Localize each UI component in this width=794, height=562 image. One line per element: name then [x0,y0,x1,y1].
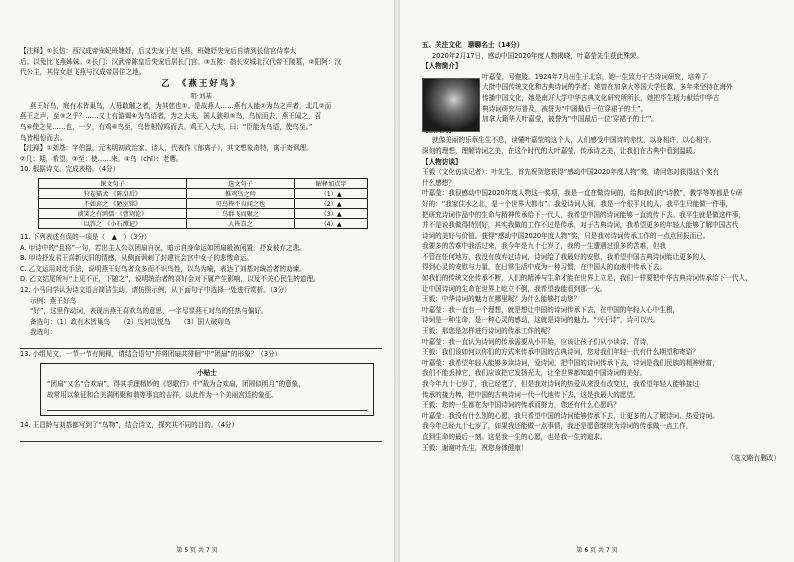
interview-line: 什么感想？ [422,178,455,187]
annotation-line: 后。以兔比飞燕姊妹。②长门：汉武帝陈皇后失宠后居长门宫。③五陵：指长安城北汉代帝王陵墓，②阳阿：汉 [20,57,342,66]
passage-line: 燕王好鸟，庭有木皆巢鸟，人毋敢触之者，为其慈也①。是故燕人……燕有人能②为鸟之声者，北几②而 [30,101,332,110]
passage-line: 鸟皆相惊而去。 [20,133,67,142]
tips-box [40,363,374,416]
option-c: C. 乙文运用对比手法，说明燕王好鸟者众多而不识鸟性，以鸟为喻，表达了刘基对统治者的劝谏。 [20,264,306,273]
q10-table [38,178,368,229]
interview-line: 王毅：那您是怎样进行诗词的传承工作的呢？ [422,327,554,336]
interview-line: 让中国诗词的生命在世界上屹立不倒，我希望我能看到那一天。 [422,284,607,293]
award-line: 深刻的理想，理解诗词之美，在这个时代的大叶嘉莹，传承诗之美，让我们在古典中看到温暖。 [422,146,699,155]
answer-line[interactable] [47,400,367,411]
answer-line[interactable] [20,338,382,349]
table-cell: 鸟群飞而聚之 [186,208,294,218]
answer-blank[interactable]: （4）▲ [295,218,368,228]
portrait-photo [422,78,480,132]
table-row [39,208,368,218]
interview-line: 我们不能丢掉它，我们应该把它发扬光大，让全世界都知道中国诗词的美好。 [422,369,647,378]
question-14: 14. 王昌龄与刘基都写到了“鸟物”，结合诗文，探究其不同的目的。（4分） [20,421,239,430]
tips-line: “团扇”又名“合欢扇”，得其手理精妙的《怨歌行》中“裁为合欢扇，团圆似明月”的意象， [47,380,305,389]
interview-line: 王毅（文化访谈记者）：叶先生，首先祝贺您获得“感动中国2020年度人物”奖，请问您对获得这个奖有 [422,168,720,177]
table-cell: 可鸟皆不良闻之也 [186,198,294,208]
table-header: 选文句子 [186,178,294,188]
question-12: 12. 小马同学认为诗文语言简洁生动，请仿照示例，从下面句子中选择一处进行赏析。（3分） [20,285,291,294]
passage-line: 鸟⑥使之见……也，一夕，有鸡⑥鸟至，鸟皆相惊鸣而去。鸡王入大夫，曰：“臣能为鸟语，使鸟至。” [20,122,313,131]
answer-blank[interactable]: （3）▲ [295,208,368,218]
bio-line: 加拿大籍华人叶嘉莹，被誉为“中国最后一位‘穿裙子的士’”。 [482,115,658,124]
section-heading: 五、关注文化 聊聊名士（14分） [422,41,524,49]
table-row [39,188,368,198]
interview-line: 得到心灵的安慰与力量，在日常生活中成为一种习惯，在中国人的血液中传承下去。 [422,263,666,272]
interview-line: 我要多的苦难中我活过来，我今年是九十七岁了，我的一生遭遇过很多的苦难，但我 [422,242,666,251]
interview-line: 如我们的传统文化传承不断，人们的精神与生命才能在世界上立足，我们一样要把中华古典诗词传承给下一代人， [422,274,752,283]
interview-body [422,167,780,453]
left-page [0,0,394,562]
interview-line: 叶嘉莹：我一直认为诗词的传承需要从小开始，应该让孩子们从小读诗、背诗， [422,337,653,346]
option-b: B. 甲诗抒发君王喜新厌旧的情感，从侧面讽刺了封建社会宫中女子的悲惨命运。 [20,254,253,263]
table-header: 解释加点字 [295,178,368,188]
interview-line: 王毅：我们该如何以你们的方式来传承中国的古典诗词，您对我们年轻一代有什么期望和寄语？ [422,348,699,357]
bio-line: 传播中国文化，她是南开大学中华古典文化研究所所长，她把毕生精力献给中华古 [482,93,720,102]
interview-line: 我今年九十七岁了，我已经老了，但是我对诗词的热爱从来没有改变过，我希望年轻人能够接过 [422,380,699,388]
interview-line: 传承的接力棒，把中国的古典诗词一代一代地传下去，这是我最大的愿望。 [422,390,640,399]
option-a: A. 甲诗中的“且将”一句，若出主人公以团扇自况，暗示自身命运如团扇般被闲置，抒发被弃之悲。 [20,243,306,252]
bio-line: 叶嘉莹，号迦陵。1924年7月出生于北京，她一生致力于古诗词研究，培养了 [482,72,708,81]
interview-line: 叶嘉莹：我没有什么别的心愿，我只希望中国的诗词能够传承下去，让更多的人了解诗词、热爱诗词。 [422,411,719,420]
bio-label: 【人物简介】 [422,62,462,71]
table-header: 课文句子 [39,178,187,188]
table-cell: 不如弃之 《陋室铭》 [39,198,187,208]
q12-example-label: 示例：燕王好鸟 [30,296,77,305]
question-10: 10. 根据诗文，完成表格。（4分） [20,165,120,174]
q12-answer-label: 我选句： [30,328,57,337]
interview-line: 王毅：您的一生都在为中国诗词的传承而努力，您还有什么心愿吗？ [422,401,620,410]
annotation-line: 代公主，其侍女赵飞燕与汉成帝居住之地。 [20,68,146,77]
interview-line: 不管在任何地方，我没有放弃过诗词，诗词给了我最好的安慰，我希望中国古典诗词能让更多的人 [422,252,706,261]
award-line: 就像美丽的乐章生生不息，读懂叶嘉莹的这个人，人们感受中国诗的赤忱，以身相许，以心相守。 [432,136,716,145]
option-d: D. 乙文结尾所写“上见不正，下随之”，说明统治者的喜好会对下属产生影响，以及不关心民生的道理。 [20,275,320,284]
source-note: （选文略有删改） [727,454,780,463]
bio-line: 典诗词研究与普及，被誉为“中国最后一位穿裙子的士”。 [482,104,648,113]
tips-title: 小贴士 [197,369,217,378]
table-cell: 推鸡鸟之吟 [186,188,294,198]
table-cell: 狩卷猫犬 《陈皇后》 [39,188,187,198]
interview-line: 叶嘉莹：我希望年轻人能够多读诗词，爱诗词，把中国的诗词传承下去，诗词是我们民族的精神财富， [422,358,719,367]
table-cell: 谈笑之有鸿儒 《曹刿论》 [39,208,187,218]
question-13: 13. 小组见文，一节一节有阐释，请结合语句“并将团扇共徘徊”中“团扇”的形象？（3分） [20,349,282,358]
interview-line: 王毅：谢谢叶先生，祝您身体健康！ [422,443,528,452]
note-line: 【注释】①刘基：字伯温，元末明初政治家、诗人，代表作《郁离子》，其文想象奇特，寓于寄讽理。 [20,144,313,153]
table-row [39,218,368,228]
interview-label: 【人物访谈】 [422,157,462,166]
page-footer: 第 5 页 共 7 页 [176,547,218,554]
interview-line: 直到生命的最后一刻。这是我一生的心愿，也是我一生的追求。 [422,432,607,441]
table-row [39,198,368,208]
page-footer: 第 6 页 共 7 页 [576,547,618,554]
tips-line: 故常用以象征和合美满团聚和谐等事宜的吉祥，以此作为一个美丽宫廷的象征。 [47,390,278,399]
q12-example: “好”，这里作动词，表现出燕王喜欢鸟的意思，一字尽显燕王对鸟的狂热与偏好。 [30,307,268,316]
interview-line: 叶嘉莹：我很感动中国2020年度人物这一奖项，我是一直在做诗词的，给和我们的“诗教”，教学等等都是专研 [422,189,743,198]
q12-candidates: 备选句：（1）政有木皆巢鸟 （2）鸟何以悦鸟 （3）国人破卯鸟 [30,317,231,326]
left-column [20,46,382,442]
interview-line: 王毅：中华诗词的魅力在哪里呢？为什么能够打动您？ [422,295,581,304]
interview-line: 诗词的美好与价值。获得“感动中国2020年度人物”奖，只是我对诗词传承工作的一点点回报而已。 [422,231,710,240]
interview-line: 把研究诗词作品中的生命与精神传承给下一代人，我希望中国的诗词能够一直流传下去。我平生就是做这件事， [422,210,746,219]
interview-line: 并不是说我做得特别好，其实我做的工作不过是传承，对于古典诗词，我希望更多的年轻人能够了解中国古代 [422,221,739,230]
interview-line: 好的：“我家住水之北，是一个世界大都市”。我爱诗词人间，我是一个很平凡的人，我平生只能做一件事， [422,199,733,208]
passage-line: 燕王之声，至③之乎？……又士有游谒④为鸟语者，为之大夫，国人狭卯⑤鸟，鸟惊而去，燕王闻之，召 [20,112,322,121]
passage-title: 乙 《燕王好鸟》 [161,78,241,89]
note-line: ②几：期，希望。③至：使……来。④鸟（chī）：老鹰。 [20,154,183,163]
answer-blank[interactable]: （1）▲ [295,188,368,198]
interview-line: 叶嘉莹：我一直有一个理想，就是想让中国的诗词传承下去，在中国的年轻人心中生根， [422,305,680,314]
interview-line: 我今年已经九十七岁了，如果我还能做一点事情，我还是愿意继续为诗词的传承做一点工作， [422,422,693,431]
bio-line: 大批中国传统文化和古典诗词的学者；她曾在加拿大等国大学任教，多年来坚持在海外 [482,83,733,92]
right-page [400,0,794,562]
section-intro: 2020年2月17日，感动中国2020年度人物揭晓，叶嘉莹先生获此殊荣。 [432,51,643,60]
answer-blank[interactable]: （2）▲ [295,198,368,208]
interview-line: 诗词是一种生命，是一种心灵的感动，这就是诗词的魅力。“兴于诗”，诗可以兴。 [422,316,660,325]
question-11: 11. 下列表述有误的一项是（ ▲ ）（3分） [20,232,151,241]
passage-author: 明·刘基 [190,91,212,100]
answer-line[interactable] [20,431,382,442]
table-cell: 以答之 《小石潭记》 [39,218,187,228]
annotation-line: 【注释】①长信：西汉成帝宠妃班婕妤，后又失宠于赵飞燕，班婕妤失宠后自请到长信宫侍奉太 [20,47,297,55]
table-cell: 人皆喜之 [186,218,294,228]
